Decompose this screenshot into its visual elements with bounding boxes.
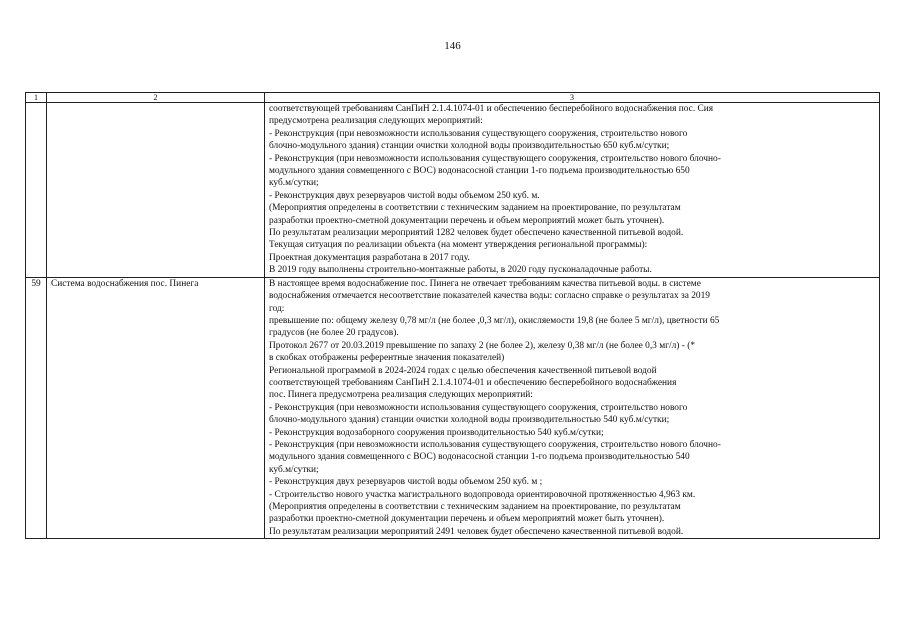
table-row <box>26 277 880 539</box>
object-name: Система водоснабжения пос. Пинега <box>47 277 265 539</box>
description-line: градусов (не более 20 градусов). <box>269 328 399 339</box>
description-line: куб.м/сутки; <box>269 464 319 475</box>
description-line: водоснабжения отмечается несоответствие показателей качества воды: согласно справке о результатах за 2019 <box>269 291 710 302</box>
description-line: год: <box>269 303 285 314</box>
description-line: модульного здания совмещенного с ВОС) водонасосной станции 1-го подъема производительностью 650 <box>269 166 690 177</box>
description-line: Региональной программой в 2024-2024 годах с целью обеспечения качественной питьевой водой <box>269 365 657 376</box>
object-description <box>265 277 880 539</box>
programme-table <box>25 92 880 539</box>
header-col-3: 3 <box>265 93 880 103</box>
description-line: соответствующей требованиям СанПиН 2.1.4.1074-01 и обеспечению бесперебойного водоснабжения <box>269 377 677 388</box>
description-line: - Реконструкция (при невозможности использования существующего сооружения, строительство нового <box>269 402 688 413</box>
description-line: Протокол 2677 от 20.03.2019 превышение по запаху 2 (не более 2), железу 0,38 мг/л (не более 0,3 мг/л) - (* <box>269 340 696 351</box>
description-line: - Реконструкция двух резервуаров чистой воды объемом 250 куб. м ; <box>269 477 543 488</box>
description-line: Проектная документация разработана в 2017 году. <box>269 252 470 263</box>
description-line: По результатам реализации мероприятий 1282 человек будет обеспечено качественной питьевой водой. <box>269 228 684 239</box>
description-line: (Мероприятия определены в соответствии с техническим заданием на проектирование, по результатам <box>269 203 681 214</box>
description-line: - Реконструкция двух резервуаров чистой воды объемом 250 куб. м. <box>269 190 540 201</box>
object-name <box>47 103 265 278</box>
table-row <box>26 103 880 278</box>
description-line: куб.м/сутки; <box>269 178 319 189</box>
description-line: блочно-модульного здания) станции очистки холодной воды производительностью 650 куб.м/сутки; <box>269 141 670 152</box>
description-line: разработки проектно-сметной документации перечень и объем мероприятий может быть уточнен). <box>269 514 665 525</box>
description-line: соответствующей требованиям СанПиН 2.1.4.1074-01 и обеспечению бесперебойного водоснабжения пос. Сия <box>269 104 714 114</box>
description-line: предусмотрена реализация следующих мероприятий: <box>269 116 483 127</box>
description-line: По результатам реализации мероприятий 2491 человек будет обеспечено качественной питьевой водой. <box>269 526 684 537</box>
row-number: 59 <box>26 277 47 539</box>
description-line: Текущая ситуация по реализации объекта (на момент утверждения региональной программы): <box>269 240 648 251</box>
description-line: - Реконструкция водозаборного сооружения производительностью 540 куб.м/сутки; <box>269 427 604 438</box>
header-col-1: 1 <box>26 93 47 103</box>
description-line: В настоящее время водоснабжение пос. Пинега не отвечает требованиям качества питьевой воды. в системе <box>269 278 701 289</box>
description-line: В 2019 году выполнены строительно-монтажные работы, в 2020 году пусконаладочные работы. <box>269 265 652 276</box>
description-line: - Строительство нового участка магистрального водопровода ориентировочной протяженностью 4,963 км. <box>269 489 696 500</box>
description-line: модульного здания совмещенного с ВОС) водонасосной станции 1-го подъема производительностью 540 <box>269 452 690 463</box>
description-line: в скобках отображены референтные значения показателей) <box>269 353 505 364</box>
page-number: 146 <box>444 40 461 52</box>
object-description <box>265 103 880 278</box>
description-line: пос. Пинега предусмотрена реализация следующих мероприятий: <box>269 390 533 401</box>
header-row <box>26 93 880 103</box>
description-line: - Реконструкция (при невозможности использования существующего сооружения, строительство нового блочно- <box>269 439 721 450</box>
description-line: блочно-модульного здания) станции очистки холодной воды производительностью 540 куб.м/сутки; <box>269 415 670 426</box>
description-line: - Реконструкция (при невозможности использования существующего сооружения, строительство нового <box>269 128 688 139</box>
description-line: - Реконструкция (при невозможности использования существующего сооружения, строительство нового блочно- <box>269 153 721 164</box>
description-line: разработки проектно-сметной документации перечень и объем мероприятий может быть уточнен). <box>269 215 665 226</box>
description-line: превышение по: общему железу 0,78 мг/л (не более ,0,3 мг/л), окисляемости 19,8 (не более 5 мг/л), цветности 65 <box>269 315 720 326</box>
row-number <box>26 103 47 278</box>
header-col-2: 2 <box>47 93 265 103</box>
description-line: (Мероприятия определены в соответствии с техническим заданием на проектирование, по результатам <box>269 502 681 512</box>
